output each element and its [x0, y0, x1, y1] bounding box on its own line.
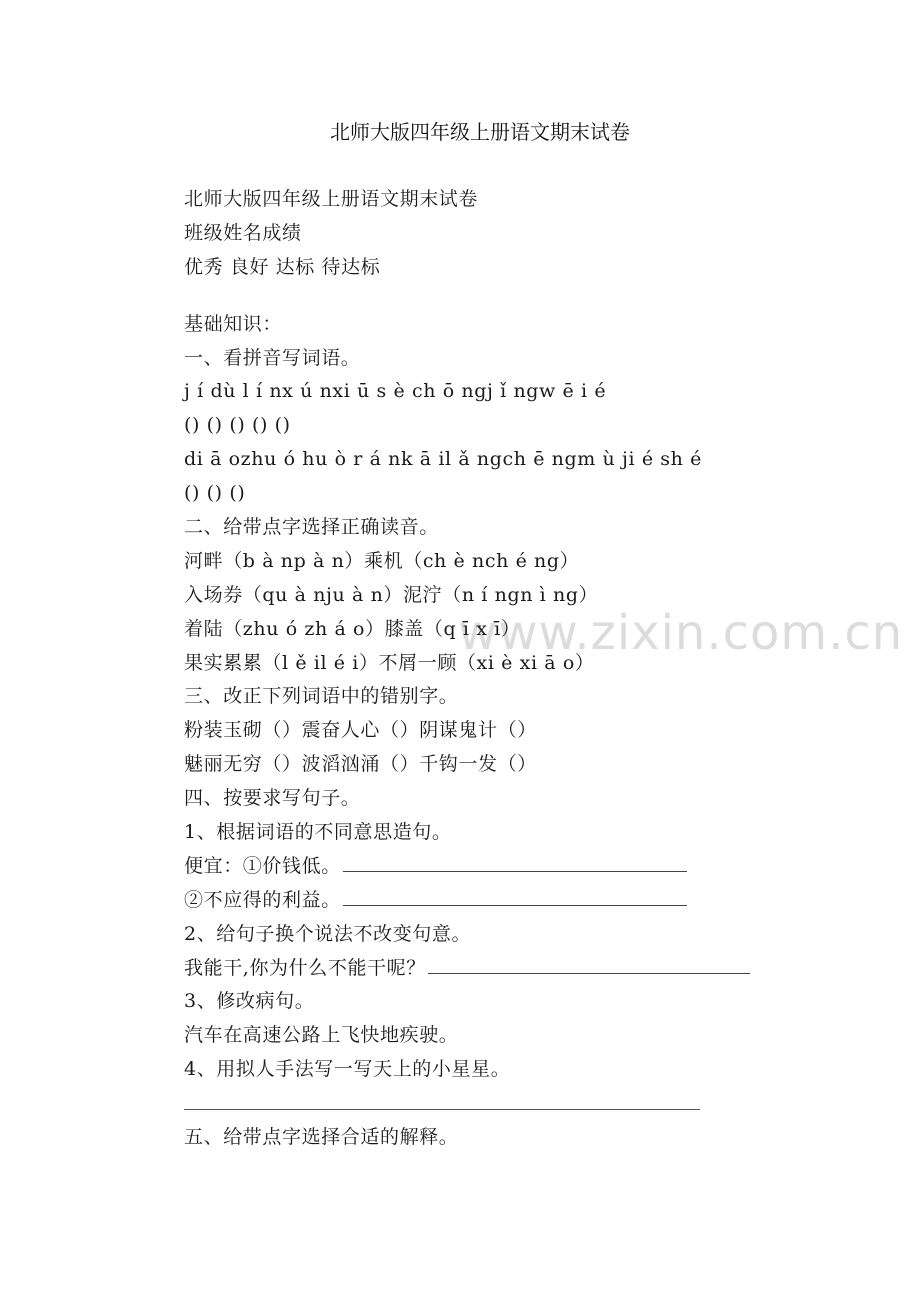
section-5-title: 五、给带点字选择合适的解释。 — [184, 1126, 459, 1149]
section-2-title: 二、给带点字选择正确读音。 — [184, 516, 439, 539]
question-line: 入场券（qu à nju à n）泥泞（n í ngn ì ng） — [184, 583, 599, 606]
answer-blanks[interactable]: () () () — [184, 482, 246, 505]
watermark: www.zixin.com.cn — [458, 605, 904, 661]
question-text: 便宜：①价钱低。 — [184, 854, 341, 877]
pinyin-line: j í dù l í nx ú nxi ū s è ch ō ngj ǐ ngw ē i é — [184, 380, 607, 403]
answer-underline[interactable] — [343, 887, 687, 906]
question-line: 1、根据词语的不同意思造句。 — [184, 821, 452, 844]
section-4-title: 四、按要求写句子。 — [184, 787, 361, 810]
question-text: ②不应得的利益。 — [184, 888, 341, 911]
question-line — [184, 884, 884, 918]
pinyin-line: di ā ozhu ó hu ò r á nk ā il ǎ ngch ē ngm ù ji é sh é — [184, 448, 702, 471]
section-1-title: 一、看拼音写词语。 — [184, 346, 361, 369]
question-line: 河畔（b à np à n）乘机（ch è nch é ng） — [184, 549, 580, 572]
question-line: 魅丽无穷（）波滔汹涌（）千钩一发（） — [184, 753, 537, 776]
question-line — [184, 850, 884, 884]
question-line: 汽车在高速公路上飞快地疾驶。 — [184, 1024, 459, 1047]
question-line: 着陆（zhu ó zh á o）膝盖（q ī x ī） — [184, 617, 521, 640]
question-text: 我能干,你为什么不能干呢？ — [184, 956, 426, 979]
question-line: 粉装玉砌（）震奋人心（）阴谋鬼计（） — [184, 719, 537, 742]
answer-underline[interactable] — [428, 955, 750, 974]
section-heading: 基础知识： — [184, 312, 283, 335]
answer-rule-line[interactable] — [184, 1087, 884, 1121]
section-3-title: 三、改正下列词语中的错别字。 — [184, 685, 459, 708]
question-line: 3、修改病句。 — [184, 990, 315, 1013]
spacer — [184, 285, 884, 308]
question-line: 4、用拟人手法写一写天上的小星星。 — [184, 1058, 511, 1081]
question-line: 果实累累（l ě il é i）不屑一顾（xi è xi ā o） — [184, 651, 595, 674]
document-body — [184, 183, 884, 1155]
grade-levels-line: 优秀 良好 达标 待达标 — [184, 255, 381, 278]
question-line — [184, 952, 884, 986]
answer-underline[interactable] — [184, 1109, 700, 1110]
answer-blanks[interactable]: () () () () () — [184, 414, 291, 437]
subtitle-line: 北师大版四年级上册语文期末试卷 — [184, 188, 479, 210]
page-title: 北师大版四年级上册语文期末试卷 — [330, 120, 630, 144]
question-line: 2、给句子换个说法不改变句意。 — [184, 922, 472, 945]
class-name-score-line: 班级姓名成绩 — [184, 221, 302, 244]
answer-underline[interactable] — [343, 853, 687, 872]
